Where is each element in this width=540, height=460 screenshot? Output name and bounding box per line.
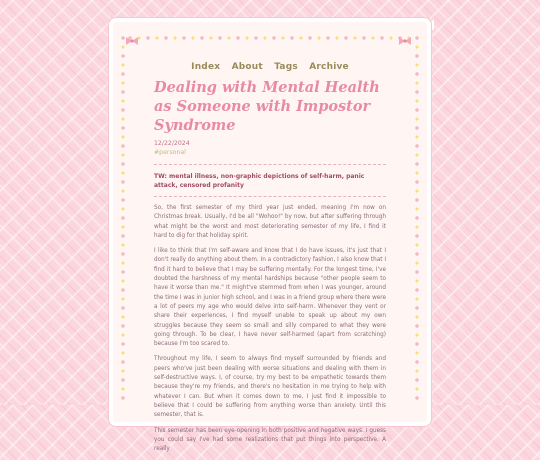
nav-link-archive[interactable]: Archive (309, 62, 349, 72)
dot-border-left (119, 34, 127, 405)
post-paragraph: Throughout my life, I seem to always find myself surrounded by friends and peers who've just been dealing with worse situations and dealing with them in self-destructive ways. I, of course, try my best to be empathetic towards them because they're my friends, and there's no hesitation in me trying to help with whatever I can. But when it comes down to me, I just find it impossible to believe that I could be suffering from anything worse than anxiety. Until this semester, that is. (154, 356, 386, 419)
post-tag-link[interactable]: #personal (154, 149, 186, 156)
post-paragraph: I like to think that I'm self-aware and know that I do have issues, it's just that I don't really do anything about them. In a contradictory fashion, I also know that I find it hard to believe that I may be suffering mentally. For the longest time, I've doubted the harshness of my mental hardships because "other people seem to have it worse than me." It might've stemmed from when I was younger, around the time I was in junior high school, and I was in a friend group where there were a lot of peers my age who would delve into self-harm. Whenever they vent or share their experiences, I find myself unable to speak up about my own struggles because they seem so small and silly compared to what they were going through. To be clear, I have never self-harmed (apart from scratching) because I'm too scared to. (154, 248, 386, 348)
post-title: Dealing with Mental Health as Someone with Impostor Syndrome (154, 79, 380, 134)
bow-icon (398, 36, 412, 46)
main-nav (127, 62, 413, 72)
divider (154, 164, 386, 165)
nav-link-index[interactable]: Index (191, 62, 221, 72)
divider (154, 196, 386, 197)
post-date: 12/22/2024 (154, 140, 190, 147)
post-paragraph: This semester has been eye-opening in both positive and negative ways. I guess you could say I've had some realizations that put things into perspective. A really (154, 427, 386, 453)
bow-icon (125, 36, 139, 46)
post-paragraph: So, the first semester of my third year just ended, meaning I'm now on Christmas break. Usually, I'd be all "Wohoo!" by now, but after suffering through what might be the worst and most deteriorating semester of my life, I find it hard to dig for that holiday spirit. (154, 205, 386, 239)
nav-link-about[interactable]: About (231, 62, 263, 72)
nav-link-tags[interactable]: Tags (274, 62, 298, 72)
dot-border-right (413, 34, 421, 405)
dot-border-top (126, 34, 414, 42)
content-warning: TW: mental illness, non-graphic depictions of self-harm, panic attack, censored profanity (154, 173, 365, 189)
post-content (154, 78, 386, 460)
